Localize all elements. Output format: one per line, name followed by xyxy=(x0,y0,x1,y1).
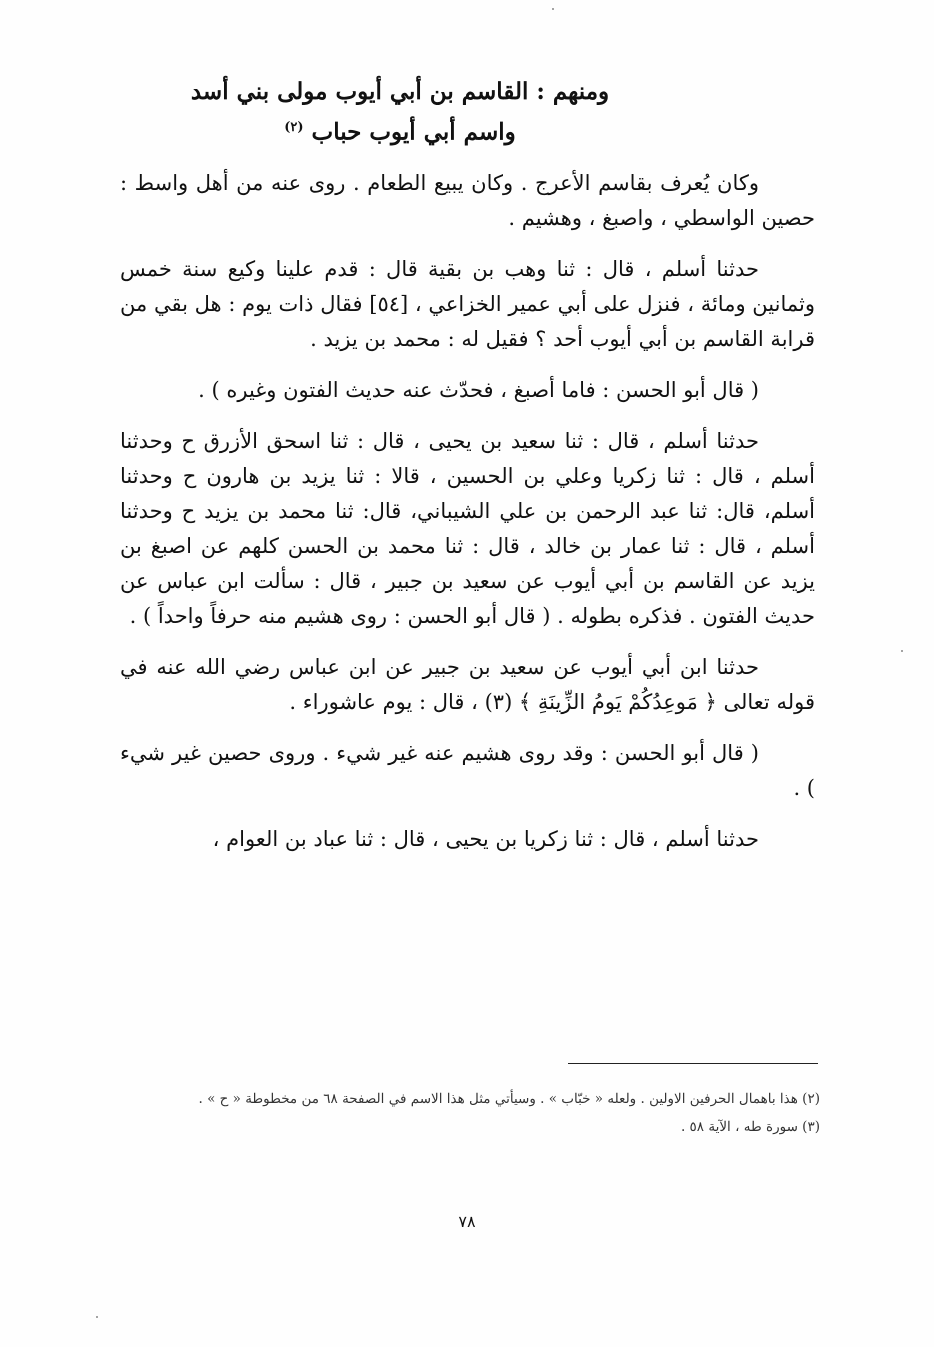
paragraph-7: حدثنا أسلم ، قال : ثنا زكريا بن يحيى ، قال : ثنا عباد بن العوام ، xyxy=(212,827,759,851)
page-number: ٧٨ xyxy=(458,1212,476,1231)
speck xyxy=(96,1316,98,1318)
section-heading xyxy=(140,74,660,151)
heading-line-2 xyxy=(140,110,660,151)
paragraph-2: حدثنا أسلم ، قال : ثنا وهب بن بقية قال : قدم علينا وكيع سنة خمس وثمانين ومائة ، فنزل على أبي عمير الخزاعي ، [٥٤] فقال ذات يوم : هل بقي من قرابة القاسم بن أبي أيوب أحد ؟ فقيل له : محمد بن يزيد . xyxy=(120,257,815,351)
paragraph-4: حدثنا أسلم ، قال : ثنا سعيد بن يحيى ، قال : ثنا اسحق الأزرق ح وحدثنا أسلم ، قال : ثنا زكريا وعلي بن الحسين ، قالا : ثنا يزيد بن هارون ح وحدثنا أسلم، قال: ثنا عبد الرحمن بن علي الشيباني، قال: ثنا محمد بن يزيد ح وحدثنا أسلم ، قال : ثنا عمار بن خالد ، قال : ثنا محمد بن الحسن كلهم عن اصبغ بن يزيد عن القاسم بن أبي أيوب عن سعيد بن جبير ، قال : سألت ابن عباس عن حديث الفتون . فذكره بطوله . ( قال أبو الحسن : روى هشيم منه حرفاً واحداً ) . xyxy=(120,429,815,628)
speck xyxy=(901,650,903,652)
footnote-2: (٢) هذا باهمال الحرفين الاولين . ولعله « خبّاب » . وسيأتي مثل هذا الاسم في الصفحة ٦٨ من مخطوطة « ح » . xyxy=(198,1091,820,1107)
footnote-3: (٣) سورة طه ، الآية ٥٨ . xyxy=(680,1119,820,1135)
footnote-divider xyxy=(568,1063,818,1064)
speck xyxy=(552,8,554,10)
paragraph-3: ( قال أبو الحسن : فاما أصبغ ، فحدّث عنه حديث الفتون وغيره ) . xyxy=(198,378,759,402)
paragraph-6: ( قال أبو الحسن : وقد روى هشيم عنه غير شيء . وروى حصين غير شيء ) . xyxy=(120,741,815,800)
heading-line-2-text: واسم أبي أيوب حباب xyxy=(311,118,516,146)
main-text xyxy=(120,166,815,873)
heading-line-1: ومنهم : القاسم بن أبي أيوب مولى بني أسد xyxy=(190,78,610,105)
footnotes xyxy=(120,1085,820,1141)
paragraph-1: وكان يُعرف بقاسم الأعرج . وكان يبيع الطعام . روى عنه من أهل واسط : حصين الواسطي ، واصبغ ، وهشيم . xyxy=(120,171,815,230)
paragraph-5: حدثنا ابن أبي أيوب عن سعيد بن جبير عن ابن عباس رضي الله عنه في قوله تعالى ﴿ مَوعِدُكُمْ يَومُ الزِّينَةِ ﴾ (٣) ، قال : يوم عاشوراء . xyxy=(120,655,815,714)
footnote-marker: (٢) xyxy=(284,120,304,135)
